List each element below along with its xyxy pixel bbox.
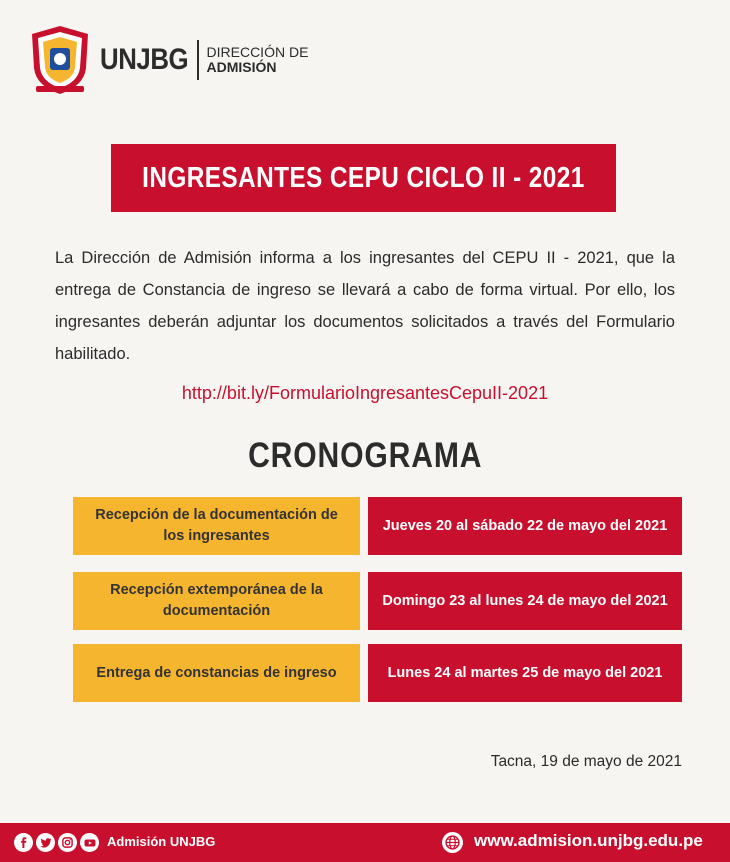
brand-subtitle — [207, 45, 309, 75]
schedule-activity: Recepción extemporánea de la documentación — [73, 572, 360, 630]
page-title: INGRESANTES CEPU CICLO II - 2021 — [142, 161, 585, 194]
brand-subtitle-line2: ADMISIÓN — [206, 59, 277, 75]
schedule-activity: Recepción de la documentación de los ingresantes — [73, 497, 360, 555]
header — [28, 22, 308, 98]
globe-icon — [442, 832, 463, 853]
schedule-row — [73, 572, 682, 630]
facebook-icon[interactable] — [14, 833, 33, 852]
brand-subtitle-line1: DIRECCIÓN DE — [206, 44, 309, 60]
brand-name: UNJBG — [100, 43, 189, 76]
form-link[interactable]: http://bit.ly/FormularioIngresantesCepuII-2021 — [181, 383, 549, 403]
brand-divider — [197, 40, 199, 80]
title-banner — [111, 144, 616, 212]
social-label: Admisión UNJBG — [107, 834, 216, 849]
schedule-dates: Jueves 20 al sábado 22 de mayo del 2021 — [368, 497, 682, 555]
schedule-activity: Entrega de constancias de ingreso — [73, 644, 360, 702]
schedule-row — [73, 644, 682, 702]
instagram-icon[interactable] — [58, 833, 77, 852]
social-icons — [14, 833, 99, 852]
place-date: Tacna, 19 de mayo de 2021 — [490, 753, 682, 770]
footer — [0, 823, 730, 862]
schedule-dates: Lunes 24 al martes 25 de mayo del 2021 — [368, 644, 682, 702]
university-seal-icon — [28, 24, 92, 96]
schedule-dates: Domingo 23 al lunes 24 de mayo del 2021 — [368, 572, 682, 630]
youtube-icon[interactable] — [80, 833, 99, 852]
schedule-row — [73, 497, 682, 555]
schedule-heading — [0, 436, 730, 476]
schedule-heading-text: CRONOGRAMA — [247, 436, 483, 475]
website-link[interactable]: www.admision.unjbg.edu.pe — [474, 831, 703, 850]
intro-paragraph: La Dirección de Admisión informa a los ingresantes del CEPU II - 2021, que la entrega de Constancia de ingreso se llevará a cabo de forma virtual. Por ello, los ingresantes deberán adjuntar los documentos solicitados a través del Formulario habilitado. — [55, 249, 675, 363]
twitter-icon[interactable] — [36, 833, 55, 852]
